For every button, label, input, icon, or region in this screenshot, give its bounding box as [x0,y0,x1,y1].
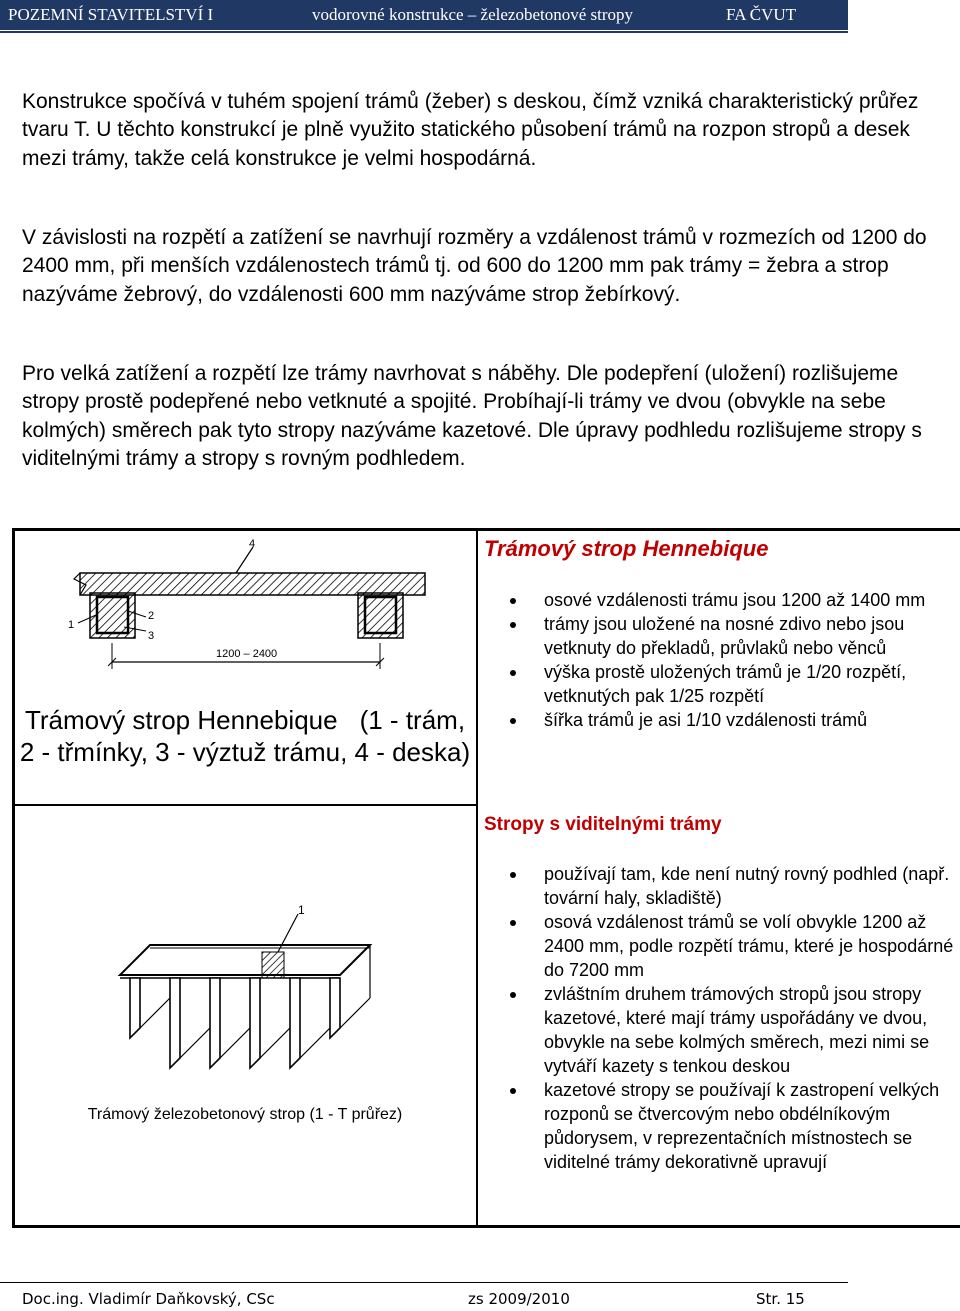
list-item: šířka trámů je asi 1/10 vzdálenosti trámů [504,708,960,732]
list-item: osová vzdálenost trámů se volí obvykle 1200 až 2400 mm, podle rozpětí trámu, které je hospodárné do 7200 mm [504,910,960,982]
section2-list [504,862,960,1174]
list-item: výška prostě uložených trámů je 1/20 rozpětí, vetknutých pak 1/25 rozpětí [504,660,960,708]
figure2-caption: Trámový železobetonový strop (1 - T průřez) [87,1106,403,1123]
label-1: 1 [68,619,75,631]
table-row-divider [12,804,477,806]
paragraph-2: V závislosti na rozpětí a zatížení se navrhují rozměry a vzdálenost trámů v rozmezích od 1200 do 2400 mm, při menších vzdálenostech trámů tj. od 600 do 1200 mm pak trámy = žebra a strop nazýváme žebrový, do vzdálenosti 600 mm nazýváme strop žebírkový. [22,226,927,306]
label-2: 2 [148,610,155,622]
figure1-caption [18,704,472,768]
paragraph-3: Pro velká zatížení a rozpětí lze trámy navrhovat s náběhy. Dle podepření (uložení) rozlišujeme stropy prostě podepřené nebo vetknuté a spojité. Probíhají-li trámy ve dvou (obvykle na sebe kolmých) směrech pak tyto stropy nazýváme kazetové. Dle úpravy podhledu rozlišujeme stropy s viditelnými trámy a stropy s rovným podhledem. [22,362,922,471]
paragraph-1: Konstrukce spočívá v tuhém spojení trámů (žeber) s deskou, čímž vzniká charakteristický průřez tvaru T. U těchto konstrukcí je plně využito statického působení trámů na rozpon stropů a desek mezi trámy, takže celá konstrukce je velmi hospodárná. [22,90,919,170]
footer-term: zs 2009/2010 [468,1290,570,1308]
header-rule [0,31,848,33]
footer-page-number: Str. 15 [756,1290,805,1308]
figure1-caption-legend: (1 - trám, 2 - třmínky, 3 - výztuž trámu, 4 - deska) [19,705,471,767]
figure1-caption-title: Trámový strop Hennebique [24,705,338,735]
list-item: zvláštním druhem trámových stropů jsou stropy kazetové, které mají trámy uspořádány ve dvou, obvykle na sebe kolmých směrech, mezi nimi se vytváří kazety s tenkou deskou [504,982,960,1078]
t-beam-floor-drawing [110,900,410,1090]
header-course: POZEMNÍ STAVITELSTVÍ I [8,5,214,24]
list-item: osové vzdálenosti trámu jsou 1200 až 1400 mm [504,588,960,612]
section1-title: Trámový strop Hennebique [484,536,769,561]
label-4: 4 [249,538,256,550]
list-item: kazetové stropy se používají k zastropení velkých rozponů se čtvercovým nebo obdélníkovým půdorysem, v reprezentačních místnostech se viditelné trámy dekorativně upravují [504,1078,960,1174]
header-school: FA ČVUT [726,5,797,24]
hennebique-section-drawing [40,535,450,685]
footer-rule [0,1282,848,1283]
header-topic: vodorovné konstrukce – železobetonové stropy [312,5,634,24]
label-3: 3 [148,630,155,642]
section1-list [504,588,960,732]
table-column-divider [476,528,478,1228]
section2-title: Stropy s viditelnými trámy [484,814,722,835]
list-item: používají tam, kde není nutný rovný podhled (např. tovární haly, skladiště) [504,862,960,910]
dimension-label: 1200 – 2400 [216,648,278,660]
footer-author: Doc.ing. Vladimír Daňkovský, CSc [22,1290,275,1308]
page-header [0,0,848,30]
list-item: trámy jsou uložené na nosné zdivo nebo jsou vetknuty do překladů, průvlaků nebo věnců [504,612,960,660]
figure2-label-1: 1 [298,903,305,917]
